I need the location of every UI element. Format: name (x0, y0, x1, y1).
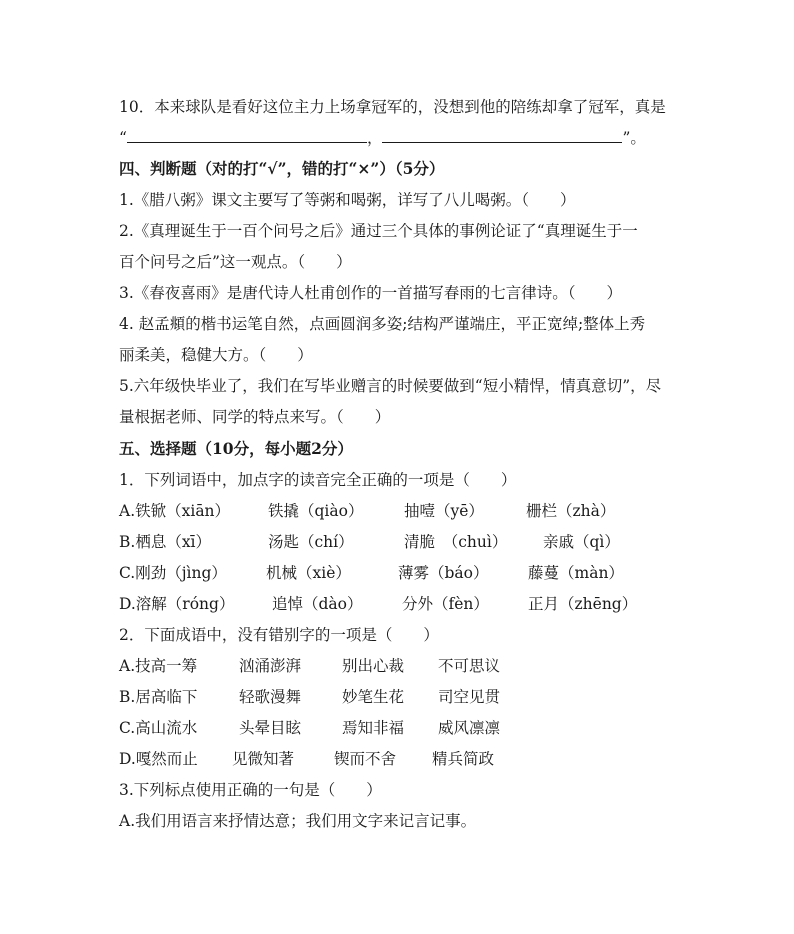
open-quote: “ (119, 129, 127, 147)
q1-option-b-word-1: B.栖息（xī） (119, 533, 212, 551)
q2-option-c-word-3: 焉知非福 (342, 719, 405, 737)
q2-option-c-word-1: C.高山流水 (119, 719, 198, 737)
choice-q2-stem: 2．下面成语中，没有错别字的一项是（ ） (119, 626, 439, 644)
section-5-heading: 五、选择题（10分，每小题2分） (119, 439, 353, 458)
q1-option-d-word-2: 追悼（dào） (272, 595, 363, 613)
q2-option-c-word-2: 头晕目眩 (239, 719, 302, 737)
q2-option-a-word-3: 别出心裁 (342, 657, 405, 675)
q2-option-b-word-3: 妙笔生花 (342, 688, 405, 706)
q1-option-c-word-1: C.刚劲（jìng） (119, 564, 227, 582)
choice-q1-stem: 1．下列词语中，加点字的读音完全正确的一项是（ ） (119, 471, 517, 489)
choice-q3-stem: 3.下列标点使用正确的一句是（ ） (119, 781, 382, 799)
q2-option-a-word-4: 不可思议 (438, 657, 501, 675)
q2-option-d-word-2: 见微知著 (232, 750, 295, 768)
judge-item-2-line-1: 2.《真理诞生于一百个问号之后》通过三个具体的事例论证了“真理诞生于一 (119, 222, 638, 240)
q2-option-b-word-1: B.居高临下 (119, 688, 198, 706)
section-4-heading: 四、判断题（对的打“√”，错的打“×”）（5分） (119, 159, 445, 178)
q2-option-c-word-4: 威风凛凛 (438, 719, 501, 737)
q1-option-c-word-2: 机械（xiè） (266, 564, 351, 582)
answer-blank-2[interactable] (382, 128, 622, 143)
judge-item-3: 3.《春夜喜雨》是唐代诗人杜甫创作的一首描写春雨的七言律诗。（ ） (119, 284, 623, 302)
q2-option-a-word-2: 汹涌澎湃 (239, 657, 302, 675)
q1-option-b-word-3: 清脆 （chuì） (404, 533, 508, 551)
q1-option-d-word-1: D.溶解（róng） (119, 595, 235, 613)
q1-option-b-word-4: 亲戚（qì） (543, 533, 620, 551)
q1-option-c-word-4: 藤蔓（màn） (528, 564, 624, 582)
q2-option-d-word-1: D.嘎然而止 (119, 750, 198, 768)
answer-blank-1[interactable] (127, 128, 367, 143)
close-quote: ”。 (622, 129, 646, 147)
q1-option-d-word-4: 正月（zhēng） (528, 595, 638, 613)
q1-option-d-word-3: 分外（fèn） (402, 595, 489, 613)
comma: ， (366, 129, 383, 147)
judge-item-4-line-1: 4. 赵孟頫的楷书运笔自然，点画圆润多姿;结构严谨端庄，平正宽绰;整体上秀 (119, 315, 646, 333)
q1-option-a-word-3: 抽噎（yē） (404, 502, 484, 520)
q1-option-b-word-2: 汤匙（chí） (268, 533, 354, 551)
q1-option-a-word-1: A.铁锨（xiān） (119, 502, 231, 520)
q2-option-b-word-2: 轻歌漫舞 (239, 688, 302, 706)
judge-item-2-line-2: 百个问号之后”这一观点。（ ） (119, 253, 352, 271)
judge-item-4-line-2: 丽柔美，稳健大方。（ ） (119, 346, 313, 364)
q1-option-a-word-4: 栅栏（zhà） (526, 502, 616, 520)
q3-option-a: A.我们用语言来抒情达意；我们用文字来记言记事。 (119, 812, 477, 830)
q2-option-d-word-3: 锲而不舍 (334, 750, 397, 768)
judge-item-5-line-2: 量根据老师、同学的特点来写。（ ） (119, 408, 391, 426)
q1-option-c-word-3: 薄雾（báo） (398, 564, 489, 582)
judge-item-5-line-1: 5.六年级快毕业了，我们在写毕业赠言的时候要做到“短小精悍，情真意切”，尽 (119, 377, 662, 395)
q10-line-2 (119, 128, 646, 148)
q1-option-a-word-2: 铁撬（qiào） (268, 502, 364, 520)
q10-line-1: 10．本来球队是看好这位主力上场拿冠军的，没想到他的陪练却拿了冠军，真是 (119, 98, 666, 116)
q2-option-b-word-4: 司空见贯 (438, 688, 501, 706)
q2-option-a-word-1: A.技高一筹 (119, 657, 198, 675)
judge-item-1: 1.《腊八粥》课文主要写了等粥和喝粥，详写了八儿喝粥。（ ） (119, 191, 576, 209)
q2-option-d-word-4: 精兵简政 (432, 750, 495, 768)
